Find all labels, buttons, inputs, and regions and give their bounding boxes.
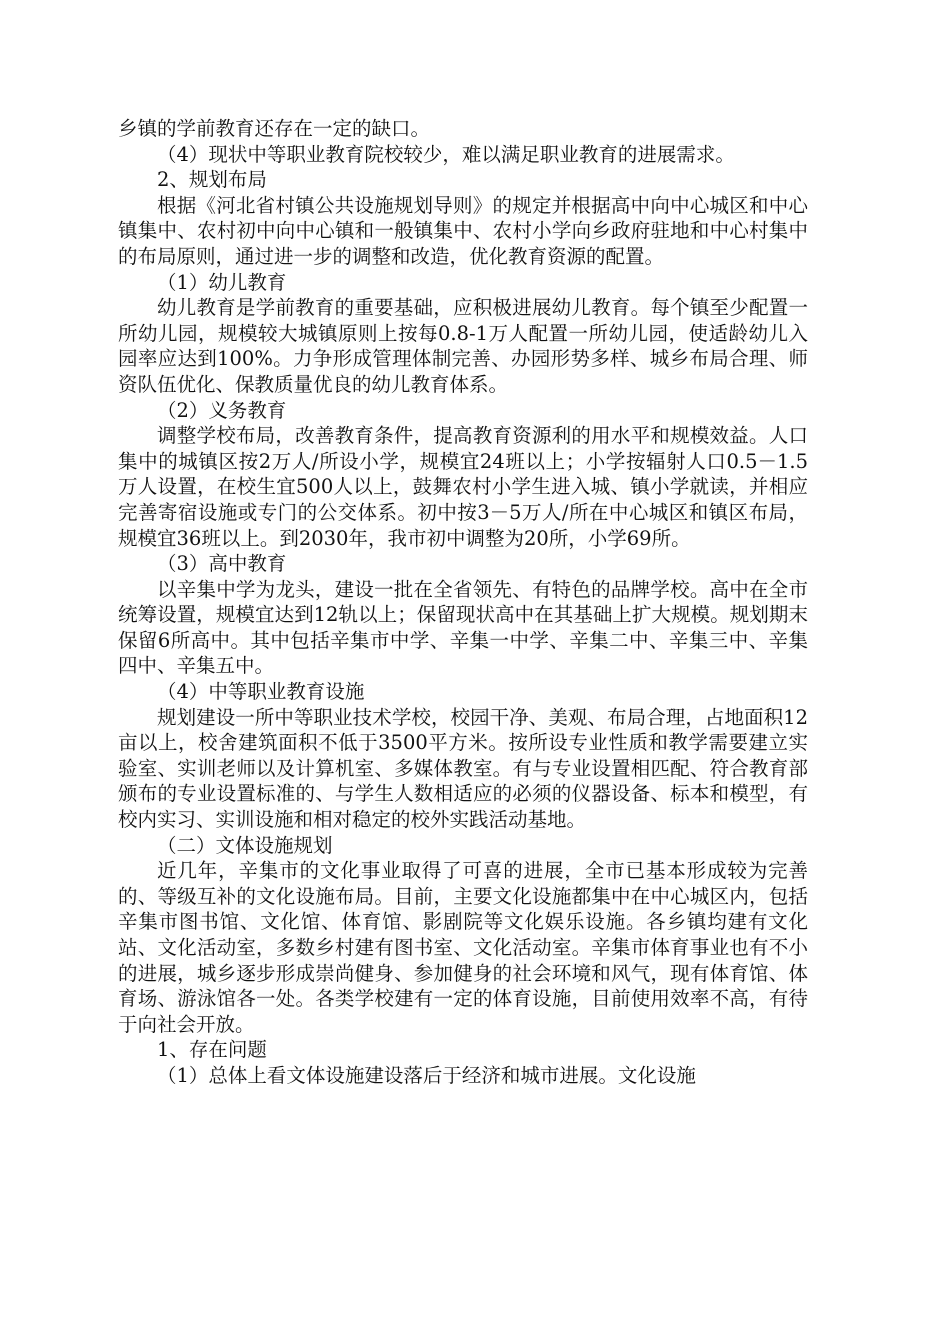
heading-culture-sports: （二）文体设施规划: [157, 833, 333, 857]
paragraph-vocational-facilities: 规划建设一所中等职业技术学校，校园干净、美观、布局合理，占地面积12亩以上，校舍建筑面积不低于3500平方米。按所设专业性质和教学需要建立实验室、实训老师以及计算机室、多媒体教室。有与专业设置相匹配、符合教育部颁布的专业设置标准的、与学生人数相适应的必须的仪器设备、标本和模型，有校内实习、实训设施和相对稳定的校外实践活动基地。: [118, 705, 808, 832]
heading-high-school: （3）高中教育: [157, 552, 287, 576]
document-page: [118, 116, 808, 1089]
paragraph-culture-sports: 近几年，辛集市的文化事业取得了可喜的进展，全市已基本形成较为完善的、等级互补的文化设施布局。目前，主要文化设施都集中在中心城区内，包括辛集市图书馆、文化馆、体育馆、影剧院等文化娱乐设施。各乡镇均建有文化站、文化活动室，多数乡村建有图书室、文化活动室。辛集市体育事业也有不小的进展，城乡逐步形成崇尚健身、参加健身的社会环境和风气，现有体育馆、体育场、游泳馆各一处。各类学校建有一定的体育设施，目前使用效率不高，有待于向社会开放。: [118, 859, 808, 1036]
paragraph-vocational-shortage: （4）现状中等职业教育院校较少，难以满足职业教育的进展需求。: [157, 142, 735, 166]
heading-compulsory-education: （2）义务教育: [157, 398, 287, 422]
paragraph-planning-principle: 根据《河北省村镇公共设施规划导则》的规定并根据高中向中心城区和中心镇集中、农村初中向中心镇和一般镇集中、农村小学向乡政府驻地和中心村集中的布局原则，通过进一步的调整和改造，优化教育资源的配置。: [118, 193, 808, 268]
paragraph-early-childhood: 幼儿教育是学前教育的重要基础，应积极进展幼儿教育。每个镇至少配置一所幼儿园，规模较大城镇原则上按每0.8-1万人配置一所幼儿园，使适龄幼儿入园率应达到100%。力争形成管理体制完善、办园形势多样、城乡布局合理、师资队伍优化、保教质量优良的幼儿教育体系。: [118, 296, 808, 396]
heading-vocational-facilities: （4）中等职业教育设施: [157, 680, 365, 704]
paragraph-high-school: 以辛集中学为龙头，建设一批在全省领先、有特色的品牌学校。高中在全市统筹设置，规模宜达到12轨以上；保留现状高中在其基础上扩大规模。规划期末保留6所高中。其中包括辛集市中学、辛集一中学、辛集二中、辛集三中、辛集四中、辛集五中。: [118, 577, 808, 678]
paragraph-preschool-gap: 乡镇的学前教育还存在一定的缺口。: [118, 117, 431, 140]
paragraph-problem-one: （1）总体上看文体设施建设落后于经济和城市进展。文化设施: [157, 1063, 696, 1087]
heading-existing-problems: 1、存在问题: [157, 1038, 267, 1062]
heading-planning-layout: 2、规划布局: [157, 168, 267, 192]
heading-early-childhood: （1）幼儿教育: [157, 270, 287, 294]
paragraph-compulsory-education: 调整学校布局，改善教育条件，提高教育资源利的用水平和规模效益。人口集中的城镇区按2万人/所设小学，规模宜24班以上；小学按辐射人口0.5－1.5万人设置，在校生宜500人以上，鼓舞农村小学生进入城、镇小学就读，并相应完善寄宿设施或专门的公交体系。初中按3－5万人/所在中心城区和镇区布局，规模宜36班以上。到2030年，我市初中调整为20所，小学69所。: [118, 424, 808, 550]
